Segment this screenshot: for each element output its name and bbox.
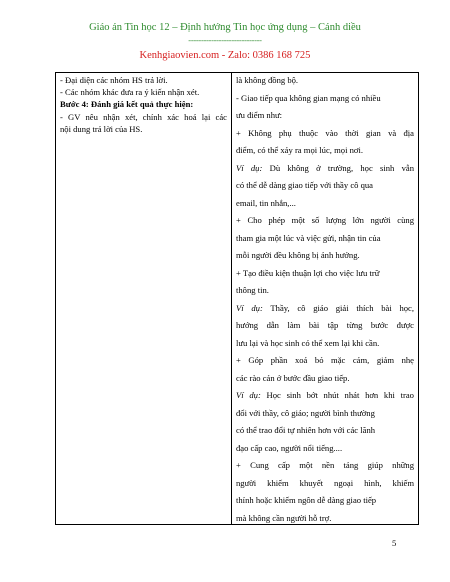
- step-4-heading: Bước 4: Đánh giá kết quả thực hiện:: [60, 99, 194, 110]
- header-rule: -----------------------------: [188, 35, 262, 45]
- example-text: Thầy, cô giáo giải thích bài học,: [262, 302, 414, 313]
- right-line: - Giao tiếp qua không gian mạng có nhiều: [236, 92, 381, 103]
- header-title: Giáo án Tin học 12 – Định hướng Tin học ứng dụng – Cánh diều: [89, 22, 361, 33]
- left-line-3: - GV nêu nhận xét, chính xác hoá lại các: [60, 111, 227, 122]
- table-row: [56, 73, 419, 525]
- left-line-4: nội dung trả lời của HS.: [60, 123, 143, 134]
- right-line: + Không phụ thuộc vào thời gian và địa: [236, 127, 414, 138]
- right-line: mỗi người đều không bị ảnh hưởng.: [236, 250, 360, 260]
- left-line-2: - Các nhóm khác đưa ra ý kiến nhận xét.: [60, 87, 200, 98]
- right-line: các rào cản ở bước đầu giao tiếp.: [236, 372, 350, 383]
- right-line: + Cho phép một số lượng lớn người cùng: [236, 215, 414, 225]
- right-line: thính hoặc khiếm ngôn dễ dàng giao tiếp: [236, 495, 377, 505]
- right-line: có thể dễ dàng giao tiếp với thầy cô qua: [236, 180, 373, 190]
- right-line: là không đồng bộ.: [236, 75, 299, 85]
- content-cell: [232, 73, 419, 525]
- right-line: + Góp phần xoá bỏ mặc cảm, giảm nhẹ: [236, 355, 414, 365]
- right-line: thông tin.: [236, 285, 269, 295]
- example-line: [236, 389, 414, 401]
- right-line: tham gia một lúc và việc gửi, nhận tin của: [236, 232, 381, 243]
- page-number: 5: [392, 538, 397, 548]
- example-label: Ví dụ:: [236, 302, 263, 313]
- example-label: Ví dụ:: [236, 162, 263, 173]
- right-line: có thể trao đổi tự nhiên hơn với các lãnh: [236, 425, 376, 435]
- right-line: đổi với thầy, cô giáo; người bình thường: [236, 407, 375, 418]
- example-label: Ví dụ:: [236, 390, 261, 400]
- right-line: hướng dẫn làm bài tập từng bước được: [236, 320, 414, 330]
- right-line: người khiếm khuyết ngoại hình, khiếm: [236, 477, 414, 488]
- lesson-table: [55, 72, 419, 525]
- right-line: mà không cần người hỗ trợ.: [236, 512, 332, 523]
- right-line: ưu điểm như:: [236, 110, 283, 120]
- header-website: Kenhgiaovien.com - Zalo: 0386 168 725: [139, 50, 311, 61]
- right-line: đạo cấp cao, người nổi tiếng....: [236, 442, 343, 453]
- right-line: + Tạo điều kiện thuận lợi cho việc lưu trữ: [236, 267, 380, 278]
- example-line: [236, 162, 414, 174]
- left-line-1: - Đại diện các nhóm HS trả lời.: [60, 75, 168, 85]
- right-line: + Cung cấp một nền tảng giúp những: [236, 460, 414, 470]
- right-line: điểm, có thể xảy ra mọi lúc, mọi nơi.: [236, 145, 363, 155]
- right-line: email, tin nhắn,...: [236, 197, 296, 208]
- example-text: Dù không ở trường, học sinh vẫn: [262, 162, 414, 173]
- right-line: lưu lại và học sinh có thể xem lại khi cần.: [236, 337, 380, 348]
- teacher-activity-cell: [56, 73, 232, 525]
- example-line: [236, 302, 414, 314]
- example-text: Học sinh bớt nhút nhát hơn khi trao: [260, 390, 414, 400]
